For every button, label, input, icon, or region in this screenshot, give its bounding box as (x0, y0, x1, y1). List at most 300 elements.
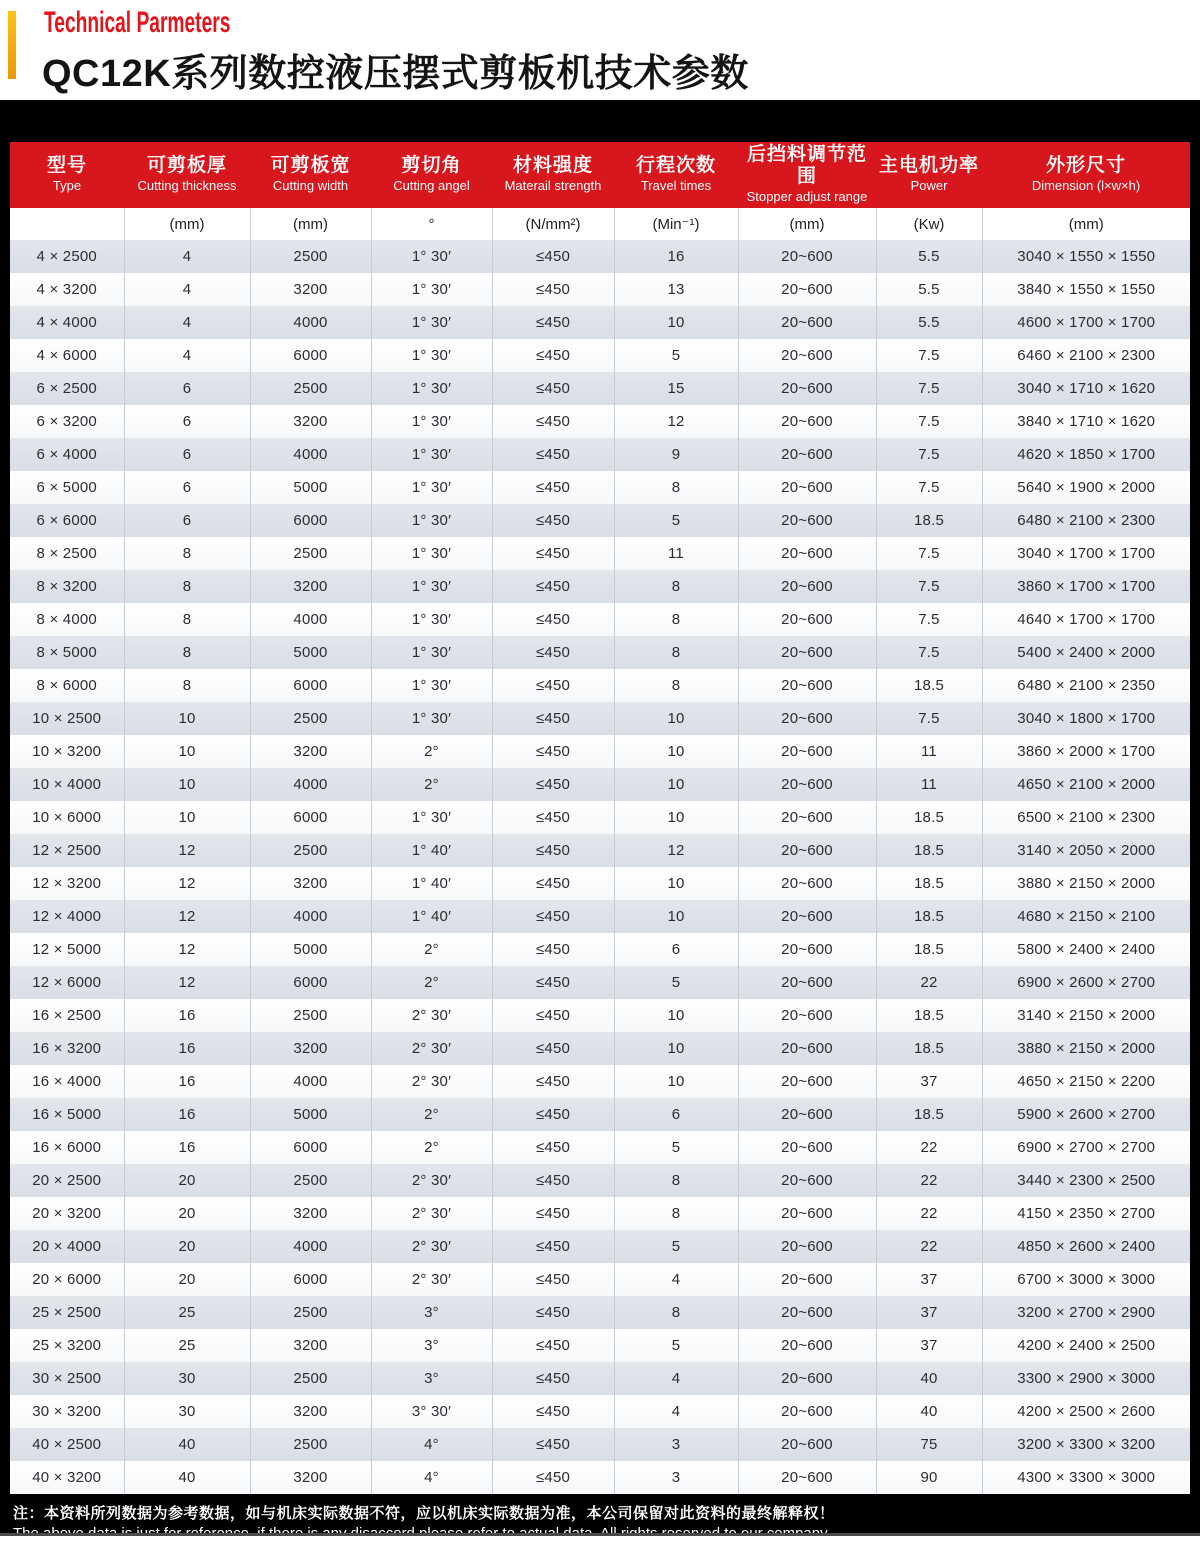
note-chinese: 注：本资料所列数据为参考数据，如与机床实际数据不符，应以机床实际数据为准，本公司保留对此资料的最终解释权！ (13, 1505, 835, 1522)
cell-stopper-adjust-range: 20~600 (738, 504, 876, 537)
cell-materail-strength: ≤450 (492, 1065, 614, 1098)
cell-travel-times: 10 (614, 306, 738, 339)
cell-cutting-thickness: 16 (124, 1098, 250, 1131)
cell-dimension: 3140 × 2050 × 2000 (982, 834, 1190, 867)
cell-dimension: 3440 × 2300 × 2500 (982, 1164, 1190, 1197)
cell-type: 10 × 4000 (10, 768, 124, 801)
cell-cutting-width: 4000 (250, 438, 371, 471)
cell-type: 8 × 6000 (10, 669, 124, 702)
cell-power: 7.5 (876, 405, 982, 438)
cell-power: 11 (876, 768, 982, 801)
cell-type: 12 × 4000 (10, 900, 124, 933)
cell-cutting-thickness: 8 (124, 636, 250, 669)
cell-power: 22 (876, 1131, 982, 1164)
cell-cutting-angel: 1° 30′ (371, 537, 492, 570)
cell-materail-strength: ≤450 (492, 1395, 614, 1428)
table-row (10, 1461, 1190, 1494)
unit-cell-travel-times: (Min⁻¹) (614, 208, 738, 240)
section-eyebrow: Technical Parmeters (44, 6, 231, 39)
cell-stopper-adjust-range: 20~600 (738, 1032, 876, 1065)
cell-cutting-thickness: 12 (124, 867, 250, 900)
cell-cutting-angel: 2° 30′ (371, 999, 492, 1032)
table-row (10, 471, 1190, 504)
cell-type: 12 × 3200 (10, 867, 124, 900)
cell-travel-times: 10 (614, 768, 738, 801)
spec-table (10, 142, 1190, 1494)
cell-cutting-width: 2500 (250, 834, 371, 867)
cell-type: 16 × 4000 (10, 1065, 124, 1098)
cell-cutting-angel: 3° 30′ (371, 1395, 492, 1428)
cell-dimension: 3880 × 2150 × 2000 (982, 1032, 1190, 1065)
cell-type: 8 × 4000 (10, 603, 124, 636)
unit-cell-dimension: (mm) (982, 208, 1190, 240)
cell-travel-times: 10 (614, 900, 738, 933)
cell-cutting-width: 4000 (250, 306, 371, 339)
cell-materail-strength: ≤450 (492, 438, 614, 471)
cell-stopper-adjust-range: 20~600 (738, 966, 876, 999)
cell-cutting-thickness: 4 (124, 273, 250, 306)
cell-cutting-thickness: 40 (124, 1428, 250, 1461)
cell-type: 6 × 6000 (10, 504, 124, 537)
table-row (10, 735, 1190, 768)
cell-materail-strength: ≤450 (492, 471, 614, 504)
cell-travel-times: 8 (614, 603, 738, 636)
cell-materail-strength: ≤450 (492, 1032, 614, 1065)
cell-cutting-angel: 1° 30′ (371, 372, 492, 405)
cell-travel-times: 13 (614, 273, 738, 306)
cell-materail-strength: ≤450 (492, 999, 614, 1032)
cell-type: 12 × 2500 (10, 834, 124, 867)
cell-materail-strength: ≤450 (492, 504, 614, 537)
cell-type: 20 × 4000 (10, 1230, 124, 1263)
cell-dimension: 4150 × 2350 × 2700 (982, 1197, 1190, 1230)
cell-materail-strength: ≤450 (492, 1131, 614, 1164)
cell-materail-strength: ≤450 (492, 966, 614, 999)
cell-cutting-width: 3200 (250, 1395, 371, 1428)
cell-cutting-width: 3200 (250, 1032, 371, 1065)
column-header-materail-strength: 材料强度 Materail strength (492, 142, 614, 208)
cell-power: 18.5 (876, 1098, 982, 1131)
cell-cutting-angel: 1° 30′ (371, 570, 492, 603)
cell-materail-strength: ≤450 (492, 1197, 614, 1230)
cell-cutting-angel: 1° 30′ (371, 504, 492, 537)
cell-stopper-adjust-range: 20~600 (738, 1263, 876, 1296)
cell-type: 8 × 5000 (10, 636, 124, 669)
cell-type: 6 × 2500 (10, 372, 124, 405)
cell-travel-times: 10 (614, 1065, 738, 1098)
accent-bar (8, 11, 16, 79)
table-row (10, 438, 1190, 471)
cell-dimension: 3200 × 2700 × 2900 (982, 1296, 1190, 1329)
cell-power: 18.5 (876, 999, 982, 1032)
cell-cutting-width: 6000 (250, 669, 371, 702)
cell-materail-strength: ≤450 (492, 702, 614, 735)
unit-cell-cutting-width: (mm) (250, 208, 371, 240)
cell-materail-strength: ≤450 (492, 768, 614, 801)
cell-cutting-angel: 1° 30′ (371, 405, 492, 438)
cell-cutting-thickness: 8 (124, 537, 250, 570)
table-row (10, 966, 1190, 999)
cell-materail-strength: ≤450 (492, 900, 614, 933)
cell-dimension: 5640 × 1900 × 2000 (982, 471, 1190, 504)
cell-power: 18.5 (876, 669, 982, 702)
cell-cutting-width: 2500 (250, 1164, 371, 1197)
cell-cutting-angel: 4° (371, 1461, 492, 1494)
table-row (10, 1362, 1190, 1395)
cell-dimension: 4650 × 2100 × 2000 (982, 768, 1190, 801)
cell-stopper-adjust-range: 20~600 (738, 273, 876, 306)
column-header-travel-times: 行程次数 Travel times (614, 142, 738, 208)
table-row (10, 339, 1190, 372)
cell-dimension: 3040 × 1700 × 1700 (982, 537, 1190, 570)
cell-stopper-adjust-range: 20~600 (738, 603, 876, 636)
cell-type: 30 × 3200 (10, 1395, 124, 1428)
cell-type: 12 × 5000 (10, 933, 124, 966)
cell-cutting-thickness: 4 (124, 339, 250, 372)
cell-stopper-adjust-range: 20~600 (738, 900, 876, 933)
cell-cutting-angel: 2° 30′ (371, 1065, 492, 1098)
cell-power: 7.5 (876, 537, 982, 570)
cell-type: 6 × 3200 (10, 405, 124, 438)
cell-power: 18.5 (876, 834, 982, 867)
cell-cutting-width: 3200 (250, 1329, 371, 1362)
cell-travel-times: 8 (614, 1197, 738, 1230)
cell-cutting-angel: 3° (371, 1296, 492, 1329)
cell-cutting-thickness: 40 (124, 1461, 250, 1494)
cell-cutting-thickness: 20 (124, 1230, 250, 1263)
cell-dimension: 3300 × 2900 × 3000 (982, 1362, 1190, 1395)
table-row (10, 240, 1190, 273)
cell-stopper-adjust-range: 20~600 (738, 537, 876, 570)
cell-travel-times: 8 (614, 570, 738, 603)
cell-travel-times: 5 (614, 966, 738, 999)
cell-cutting-width: 6000 (250, 801, 371, 834)
table-row (10, 999, 1190, 1032)
cell-cutting-thickness: 10 (124, 735, 250, 768)
cell-stopper-adjust-range: 20~600 (738, 801, 876, 834)
cell-cutting-angel: 2° (371, 966, 492, 999)
table-row (10, 372, 1190, 405)
cell-cutting-angel: 3° (371, 1362, 492, 1395)
cell-stopper-adjust-range: 20~600 (738, 570, 876, 603)
cell-stopper-adjust-range: 20~600 (738, 1428, 876, 1461)
cell-dimension: 3840 × 1710 × 1620 (982, 405, 1190, 438)
cell-power: 18.5 (876, 504, 982, 537)
cell-cutting-thickness: 16 (124, 1032, 250, 1065)
table-row (10, 834, 1190, 867)
page-title: QC12K系列数控液压摆式剪板机技术参数 (42, 53, 749, 95)
cell-stopper-adjust-range: 20~600 (738, 1164, 876, 1197)
cell-dimension: 3860 × 1700 × 1700 (982, 570, 1190, 603)
cell-dimension: 6900 × 2600 × 2700 (982, 966, 1190, 999)
cell-materail-strength: ≤450 (492, 1098, 614, 1131)
cell-cutting-width: 2500 (250, 537, 371, 570)
cell-type: 16 × 6000 (10, 1131, 124, 1164)
cell-dimension: 3200 × 3300 × 3200 (982, 1428, 1190, 1461)
cell-travel-times: 8 (614, 1296, 738, 1329)
cell-travel-times: 10 (614, 999, 738, 1032)
table-row (10, 1032, 1190, 1065)
unit-cell-power: (Kw) (876, 208, 982, 240)
cell-cutting-thickness: 30 (124, 1362, 250, 1395)
cell-cutting-thickness: 16 (124, 1065, 250, 1098)
cell-cutting-thickness: 12 (124, 900, 250, 933)
cell-dimension: 4850 × 2600 × 2400 (982, 1230, 1190, 1263)
cell-cutting-width: 4000 (250, 1230, 371, 1263)
cell-travel-times: 8 (614, 669, 738, 702)
cell-cutting-thickness: 10 (124, 801, 250, 834)
cell-dimension: 4200 × 2500 × 2600 (982, 1395, 1190, 1428)
cell-power: 37 (876, 1329, 982, 1362)
cell-stopper-adjust-range: 20~600 (738, 702, 876, 735)
cell-travel-times: 3 (614, 1428, 738, 1461)
cell-materail-strength: ≤450 (492, 306, 614, 339)
cell-stopper-adjust-range: 20~600 (738, 240, 876, 273)
table-row (10, 1428, 1190, 1461)
cell-type: 8 × 2500 (10, 537, 124, 570)
page-header (0, 0, 1200, 100)
cell-cutting-thickness: 30 (124, 1395, 250, 1428)
table-row (10, 900, 1190, 933)
cell-power: 18.5 (876, 900, 982, 933)
cell-cutting-width: 4000 (250, 1065, 371, 1098)
cell-cutting-angel: 2° 30′ (371, 1032, 492, 1065)
cell-cutting-thickness: 20 (124, 1197, 250, 1230)
cell-cutting-angel: 2° (371, 1131, 492, 1164)
cell-power: 7.5 (876, 372, 982, 405)
cell-travel-times: 4 (614, 1395, 738, 1428)
cell-cutting-angel: 2° (371, 768, 492, 801)
cell-stopper-adjust-range: 20~600 (738, 834, 876, 867)
table-row (10, 603, 1190, 636)
cell-cutting-width: 3200 (250, 570, 371, 603)
cell-type: 4 × 3200 (10, 273, 124, 306)
cell-cutting-thickness: 8 (124, 603, 250, 636)
table-row (10, 669, 1190, 702)
cell-type: 4 × 4000 (10, 306, 124, 339)
cell-type: 10 × 6000 (10, 801, 124, 834)
cell-stopper-adjust-range: 20~600 (738, 372, 876, 405)
cell-travel-times: 8 (614, 1164, 738, 1197)
cell-travel-times: 11 (614, 537, 738, 570)
cell-travel-times: 5 (614, 1230, 738, 1263)
table-row (10, 504, 1190, 537)
table-row (10, 801, 1190, 834)
cell-cutting-width: 2500 (250, 702, 371, 735)
cell-type: 4 × 6000 (10, 339, 124, 372)
table-row (10, 405, 1190, 438)
cell-dimension: 3840 × 1550 × 1550 (982, 273, 1190, 306)
cell-cutting-angel: 2° 30′ (371, 1263, 492, 1296)
cell-cutting-thickness: 20 (124, 1164, 250, 1197)
cell-cutting-angel: 2° (371, 1098, 492, 1131)
cell-stopper-adjust-range: 20~600 (738, 1065, 876, 1098)
table-row (10, 1395, 1190, 1428)
cell-cutting-angel: 2° 30′ (371, 1230, 492, 1263)
cell-cutting-angel: 1° 30′ (371, 240, 492, 273)
cell-cutting-width: 6000 (250, 966, 371, 999)
cell-cutting-angel: 2° (371, 933, 492, 966)
cell-type: 25 × 3200 (10, 1329, 124, 1362)
cell-dimension: 4200 × 2400 × 2500 (982, 1329, 1190, 1362)
cell-cutting-thickness: 12 (124, 933, 250, 966)
cell-cutting-thickness: 8 (124, 669, 250, 702)
cell-type: 40 × 2500 (10, 1428, 124, 1461)
cell-materail-strength: ≤450 (492, 669, 614, 702)
cell-travel-times: 4 (614, 1362, 738, 1395)
cell-cutting-thickness: 6 (124, 438, 250, 471)
cell-materail-strength: ≤450 (492, 405, 614, 438)
table-row (10, 1230, 1190, 1263)
cell-cutting-angel: 1° 30′ (371, 339, 492, 372)
cell-power: 7.5 (876, 471, 982, 504)
cell-dimension: 3040 × 1710 × 1620 (982, 372, 1190, 405)
cell-type: 20 × 3200 (10, 1197, 124, 1230)
cell-type: 10 × 2500 (10, 702, 124, 735)
cell-cutting-width: 3200 (250, 1197, 371, 1230)
cell-travel-times: 10 (614, 735, 738, 768)
cell-stopper-adjust-range: 20~600 (738, 1098, 876, 1131)
cell-stopper-adjust-range: 20~600 (738, 1230, 876, 1263)
cell-power: 5.5 (876, 273, 982, 306)
cell-power: 22 (876, 1197, 982, 1230)
cell-cutting-thickness: 12 (124, 966, 250, 999)
cell-dimension: 6700 × 3000 × 3000 (982, 1263, 1190, 1296)
cell-type: 16 × 5000 (10, 1098, 124, 1131)
cell-cutting-thickness: 6 (124, 471, 250, 504)
cell-materail-strength: ≤450 (492, 834, 614, 867)
cell-travel-times: 10 (614, 702, 738, 735)
table-row (10, 1197, 1190, 1230)
cell-dimension: 5400 × 2400 × 2000 (982, 636, 1190, 669)
cell-materail-strength: ≤450 (492, 735, 614, 768)
cell-cutting-thickness: 8 (124, 570, 250, 603)
cell-dimension: 4650 × 2150 × 2200 (982, 1065, 1190, 1098)
cell-cutting-angel: 1° 30′ (371, 636, 492, 669)
table-row (10, 306, 1190, 339)
cell-power: 40 (876, 1362, 982, 1395)
cell-cutting-width: 5000 (250, 471, 371, 504)
cell-type: 20 × 2500 (10, 1164, 124, 1197)
table-row (10, 1131, 1190, 1164)
table-header-row (10, 142, 1190, 208)
cell-materail-strength: ≤450 (492, 1461, 614, 1494)
cell-cutting-width: 3200 (250, 1461, 371, 1494)
cell-cutting-angel: 1° 30′ (371, 603, 492, 636)
cell-travel-times: 10 (614, 801, 738, 834)
cell-cutting-width: 6000 (250, 504, 371, 537)
cell-dimension: 6500 × 2100 × 2300 (982, 801, 1190, 834)
cell-cutting-thickness: 12 (124, 834, 250, 867)
cell-cutting-thickness: 25 (124, 1329, 250, 1362)
cell-power: 5.5 (876, 306, 982, 339)
cell-materail-strength: ≤450 (492, 867, 614, 900)
cell-dimension: 5800 × 2400 × 2400 (982, 933, 1190, 966)
cell-cutting-angel: 4° (371, 1428, 492, 1461)
cell-power: 37 (876, 1296, 982, 1329)
table-row (10, 273, 1190, 306)
cell-cutting-thickness: 16 (124, 999, 250, 1032)
cell-cutting-angel: 1° 30′ (371, 438, 492, 471)
cell-power: 7.5 (876, 438, 982, 471)
cell-type: 6 × 5000 (10, 471, 124, 504)
cell-cutting-angel: 1° 30′ (371, 669, 492, 702)
cell-stopper-adjust-range: 20~600 (738, 471, 876, 504)
cell-stopper-adjust-range: 20~600 (738, 438, 876, 471)
cell-materail-strength: ≤450 (492, 570, 614, 603)
column-header-dimension: 外形尺寸 Dimension (l×w×h) (982, 142, 1190, 208)
cell-stopper-adjust-range: 20~600 (738, 1329, 876, 1362)
cell-materail-strength: ≤450 (492, 1296, 614, 1329)
cell-cutting-angel: 1° 30′ (371, 273, 492, 306)
cell-dimension: 3040 × 1550 × 1550 (982, 240, 1190, 273)
unit-cell-materail-strength: (N/mm²) (492, 208, 614, 240)
cell-dimension: 4620 × 1850 × 1700 (982, 438, 1190, 471)
cell-type: 16 × 2500 (10, 999, 124, 1032)
cell-type: 10 × 3200 (10, 735, 124, 768)
cell-cutting-width: 5000 (250, 1098, 371, 1131)
cell-stopper-adjust-range: 20~600 (738, 1362, 876, 1395)
cell-power: 18.5 (876, 933, 982, 966)
cell-travel-times: 4 (614, 1263, 738, 1296)
cell-materail-strength: ≤450 (492, 537, 614, 570)
cell-dimension: 5900 × 2600 × 2700 (982, 1098, 1190, 1131)
cell-stopper-adjust-range: 20~600 (738, 999, 876, 1032)
cell-materail-strength: ≤450 (492, 933, 614, 966)
cell-dimension: 6900 × 2700 × 2700 (982, 1131, 1190, 1164)
cell-cutting-angel: 2° (371, 735, 492, 768)
cell-type: 8 × 3200 (10, 570, 124, 603)
cell-cutting-width: 2500 (250, 1296, 371, 1329)
cell-travel-times: 3 (614, 1461, 738, 1494)
cell-cutting-thickness: 4 (124, 306, 250, 339)
cell-stopper-adjust-range: 20~600 (738, 735, 876, 768)
table-row (10, 636, 1190, 669)
cell-stopper-adjust-range: 20~600 (738, 768, 876, 801)
cell-stopper-adjust-range: 20~600 (738, 1296, 876, 1329)
cell-travel-times: 12 (614, 405, 738, 438)
cell-type: 6 × 4000 (10, 438, 124, 471)
cell-dimension: 6480 × 2100 × 2350 (982, 669, 1190, 702)
table-row (10, 537, 1190, 570)
cell-cutting-angel: 1° 40′ (371, 867, 492, 900)
cell-type: 16 × 3200 (10, 1032, 124, 1065)
cell-cutting-angel: 1° 30′ (371, 471, 492, 504)
cell-power: 5.5 (876, 240, 982, 273)
cell-type: 4 × 2500 (10, 240, 124, 273)
cell-cutting-width: 5000 (250, 636, 371, 669)
cell-dimension: 3860 × 2000 × 1700 (982, 735, 1190, 768)
cell-power: 7.5 (876, 603, 982, 636)
column-header-stopper-adjust-range: 后挡料调节范围 Stopper adjust range (738, 142, 876, 208)
cell-cutting-angel: 1° 30′ (371, 801, 492, 834)
table-row (10, 1329, 1190, 1362)
cell-cutting-width: 6000 (250, 1263, 371, 1296)
table-row (10, 867, 1190, 900)
cell-cutting-width: 3200 (250, 735, 371, 768)
cell-dimension: 4640 × 1700 × 1700 (982, 603, 1190, 636)
cell-power: 22 (876, 966, 982, 999)
cell-dimension: 3880 × 2150 × 2000 (982, 867, 1190, 900)
cell-cutting-width: 2500 (250, 999, 371, 1032)
cell-cutting-width: 6000 (250, 1131, 371, 1164)
cell-type: 25 × 2500 (10, 1296, 124, 1329)
cell-materail-strength: ≤450 (492, 339, 614, 372)
cell-power: 7.5 (876, 702, 982, 735)
cell-travel-times: 5 (614, 1131, 738, 1164)
cell-materail-strength: ≤450 (492, 1428, 614, 1461)
cell-cutting-thickness: 16 (124, 1131, 250, 1164)
